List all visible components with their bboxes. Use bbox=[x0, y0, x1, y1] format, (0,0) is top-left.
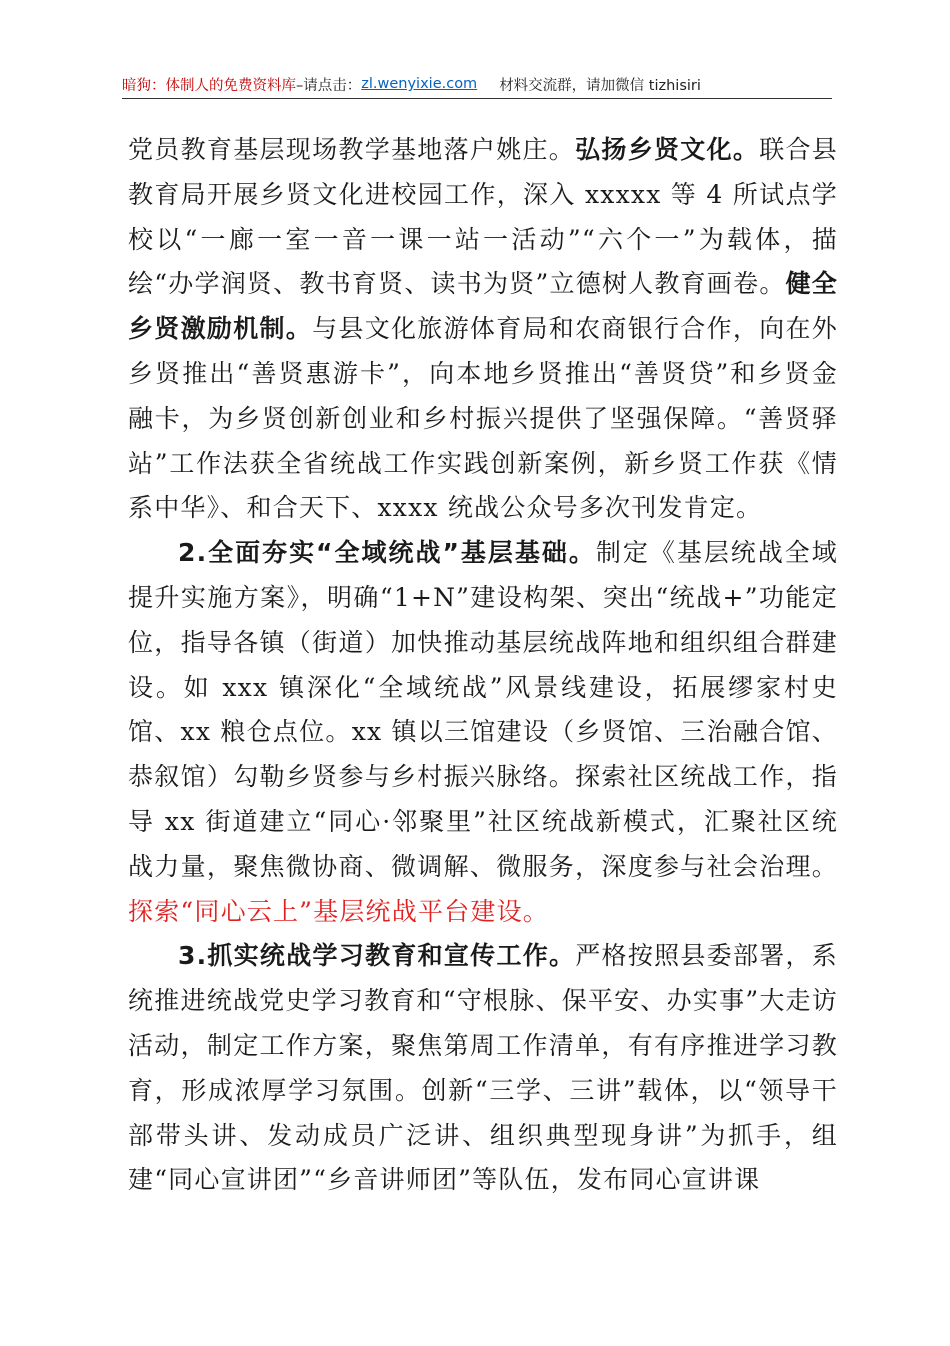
header-link[interactable]: zl.wenyixie.com bbox=[361, 76, 478, 92]
header-contact: 材料交流群，请加微信 tizhisiri bbox=[499, 77, 701, 94]
paragraph-1 bbox=[128, 128, 838, 531]
document-body bbox=[128, 128, 838, 1203]
paragraph-3 bbox=[128, 934, 838, 1203]
p3-text: 严格按照县委部署，系统推进统战党史学习教育和“守根脉、保平安、办实事”大走访活动，制定工作方案，聚焦第周工作清单，有有序推进学习教育，形成浓厚学习氛围。创新“三学、三讲”载体，以“领导干部带头讲、发动成员广泛讲、组织典型现身讲”为抓手，组建“同心宣讲团”“乡音讲师团”等队伍，发布同心宣讲课 bbox=[128, 941, 838, 1195]
p1-text-2: 联合县教育局开展乡贤文化进校园工作，深入 xxxxx 等 4 所试点学校以“一廊一室一音一课一站一活动”“六个一”为载体，描绘“办学润贤、教书育贤、读书为贤”立德树人教育画卷。 bbox=[128, 135, 839, 299]
p2-text: 制定《基层统战全域提升实施方案》，明确“1+N”建设构架、突出“统战+”功能定位，指导各镇（街道）加快推动基层统战阵地和组织组合群建设。如 xxx 镇深化“全域统战”风景线建设，拓展缪家村史馆、xx 粮仓点位。xx 镇以三馆建设（乡贤馆、三治融合馆、恭叙馆）勾勒乡贤参与乡村振兴脉络。探索社区统战工作，指导 xx 街道建立“同心·邻聚里”社区统战新模式，汇聚社区统战力量，聚焦微协商、微调解、微服务，深度参与社会治理。 bbox=[128, 538, 838, 881]
p1-bold-1: 弘扬乡贤文化。 bbox=[575, 135, 760, 164]
p2-heading: 2.全面夯实“全域统战”基层基础。 bbox=[178, 538, 596, 568]
header-click-prefix: –请点击： bbox=[296, 77, 362, 94]
page-header bbox=[122, 70, 830, 98]
p2-red-text: 探索“同心云上”基层统战平台建设。 bbox=[128, 896, 549, 926]
p1-bold-2: 健全乡贤激励机制。 bbox=[128, 269, 838, 344]
header-site-name: 暗狗：体制人的免费资料库 bbox=[122, 77, 296, 94]
p3-heading: 3.抓实统战学习教育和宣传工作。 bbox=[178, 941, 576, 971]
p1-text-3: 与县文化旅游体育局和农商银行合作，向在外乡贤推出“善贤惠游卡”，向本地乡贤推出“善贤贷”和乡贤金融卡，为乡贤创新创业和乡村振兴提供了坚强保障。“善贤驿站”工作法获全省统战工作实践创新案例，新乡贤工作获《情系中华》、和合天下、xxxx 统战公众号多次刊发肯定。 bbox=[128, 314, 838, 523]
paragraph-2 bbox=[128, 531, 838, 934]
header-divider bbox=[122, 98, 832, 99]
p1-text-1: 党员教育基层现场教学基地落户姚庄。 bbox=[128, 135, 576, 164]
